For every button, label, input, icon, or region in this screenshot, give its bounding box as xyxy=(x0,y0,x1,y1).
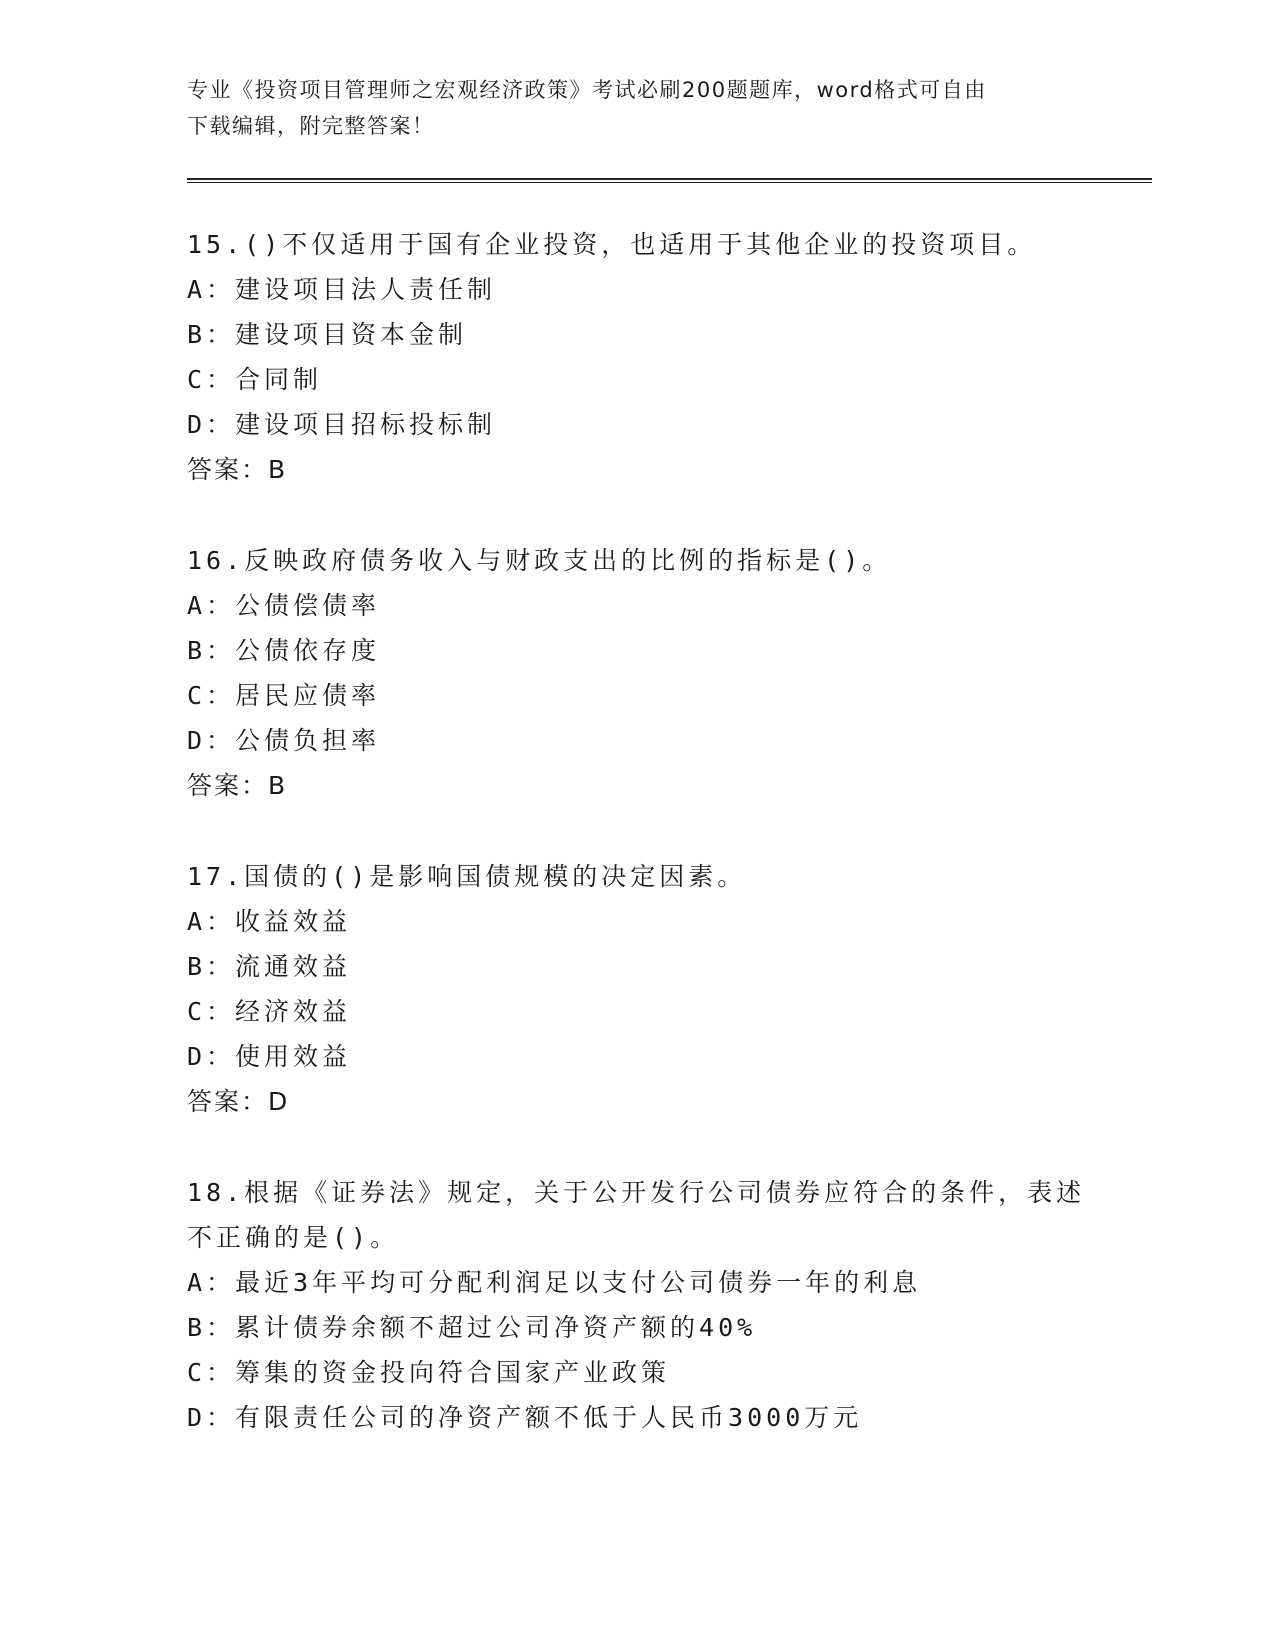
option-c: C：筹集的资金投向符合国家产业政策 xyxy=(187,1358,671,1387)
question-text-line-2: 不正确的是()。 xyxy=(187,1223,400,1252)
option-b: B：建设项目资本金制 xyxy=(187,320,468,349)
header-line-2: 下载编辑，附完整答案！ xyxy=(187,114,435,138)
answer-label: 答案： xyxy=(187,771,269,800)
option-d: D：使用效益 xyxy=(187,1042,352,1071)
option-c: C：居民应债率 xyxy=(187,681,381,710)
question-text: 15.()不仅适用于国有企业投资，也适用于其他企业的投资项目。 xyxy=(187,230,1037,259)
question-text: 17.国债的()是影响国债规模的决定因素。 xyxy=(187,862,747,891)
option-a: A：最近3年平均可分配利润足以支付公司债券一年的利息 xyxy=(187,1268,922,1297)
option-b: B：公债依存度 xyxy=(187,636,381,665)
option-c: C：合同制 xyxy=(187,365,323,394)
question-17 xyxy=(187,854,1087,1124)
answer-value: B xyxy=(268,455,287,484)
answer-label: 答案： xyxy=(187,455,269,484)
header-line-1: 专业《投资项目管理师之宏观经济政策》考试必刷200题题库，word格式可自由 xyxy=(187,78,987,102)
option-b: B：流通效益 xyxy=(187,952,352,981)
option-a: A：建设项目法人责任制 xyxy=(187,275,497,304)
option-d: D：有限责任公司的净资产额不低于人民币3000万元 xyxy=(187,1403,863,1432)
option-b: B：累计债券余额不超过公司净资产额的40% xyxy=(187,1313,757,1342)
question-18 xyxy=(187,1170,1087,1440)
option-a: A：公债偿债率 xyxy=(187,591,381,620)
answer-label: 答案： xyxy=(187,1087,269,1116)
answer-value: B xyxy=(268,771,287,800)
question-text-line-1: 18.根据《证券法》规定，关于公开发行公司债券应符合的条件，表述 xyxy=(187,1178,1086,1207)
question-text: 16.反映政府债务收入与财政支出的比例的指标是()。 xyxy=(187,546,892,575)
answer xyxy=(187,447,1087,492)
header-divider-thin xyxy=(187,182,1152,183)
question-16 xyxy=(187,538,1087,808)
answer xyxy=(187,763,1087,808)
option-d: D：建设项目招标投标制 xyxy=(187,410,497,439)
question-15 xyxy=(187,222,1087,492)
option-a: A：收益效益 xyxy=(187,907,352,936)
answer-value: D xyxy=(268,1087,289,1116)
option-c: C：经济效益 xyxy=(187,997,352,1026)
document-header xyxy=(187,72,1067,144)
option-d: D：公债负担率 xyxy=(187,726,381,755)
header-divider-thick xyxy=(187,178,1152,180)
answer xyxy=(187,1079,1087,1124)
